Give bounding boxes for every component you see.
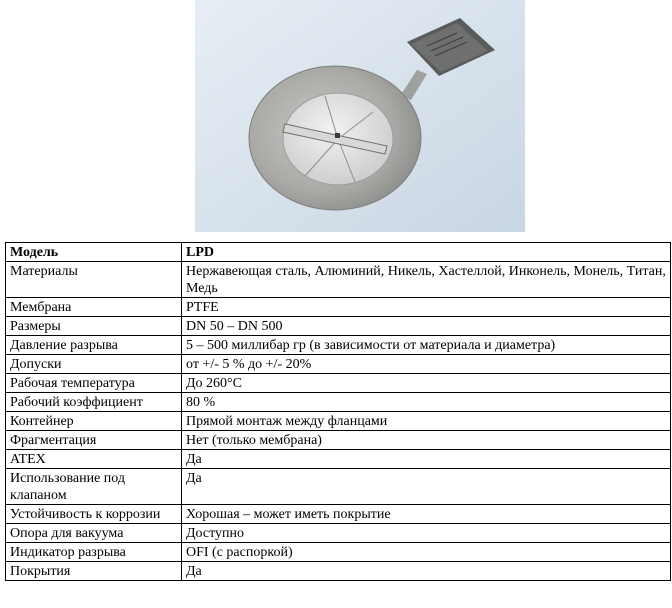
row-label: Мембрана — [6, 298, 182, 317]
row-value: Нет (только мембрана) — [182, 431, 671, 450]
header-value: LPD — [182, 243, 671, 262]
specification-table — [5, 242, 671, 581]
row-label: Рабочий коэффициент — [6, 393, 182, 412]
rupture-disc-illustration — [195, 0, 525, 232]
table-row — [6, 355, 671, 374]
row-label: Покрытия — [6, 562, 182, 581]
table-row — [6, 469, 671, 505]
row-label: Фрагментация — [6, 431, 182, 450]
row-value: Да — [182, 469, 671, 505]
row-value: 5 – 500 миллибар гр (в зависимости от материала и диаметра) — [182, 336, 671, 355]
table-row — [6, 450, 671, 469]
product-photo — [195, 0, 525, 232]
row-value: До 260°C — [182, 374, 671, 393]
row-value: 80 % — [182, 393, 671, 412]
row-value: Нержавеющая сталь, Алюминий, Никель, Хастеллой, Инконель, Монель, Титан, Медь — [182, 262, 671, 298]
table-row — [6, 431, 671, 450]
row-label: Материалы — [6, 262, 182, 298]
table-row — [6, 412, 671, 431]
table-row — [6, 262, 671, 298]
row-label: Давление разрыва — [6, 336, 182, 355]
row-value: OFI (с распоркой) — [182, 543, 671, 562]
table-header-row — [6, 243, 671, 262]
row-value: Да — [182, 450, 671, 469]
row-label: Контейнер — [6, 412, 182, 431]
row-value: Доступно — [182, 524, 671, 543]
table-row — [6, 524, 671, 543]
row-value: Прямой монтаж между фланцами — [182, 412, 671, 431]
table-row — [6, 374, 671, 393]
row-label: Размеры — [6, 317, 182, 336]
row-value: от +/- 5 % до +/- 20% — [182, 355, 671, 374]
table-row — [6, 336, 671, 355]
table-row — [6, 543, 671, 562]
table-row — [6, 298, 671, 317]
row-value: Хорошая – может иметь покрытие — [182, 505, 671, 524]
table-row — [6, 505, 671, 524]
row-label: Рабочая температура — [6, 374, 182, 393]
table-row — [6, 562, 671, 581]
table-row — [6, 393, 671, 412]
row-label: Использование под клапаном — [6, 469, 182, 505]
row-label: Устойчивость к коррозии — [6, 505, 182, 524]
header-label: Модель — [6, 243, 182, 262]
row-value: DN 50 – DN 500 — [182, 317, 671, 336]
row-label: Индикатор разрыва — [6, 543, 182, 562]
row-label: Опора для вакуума — [6, 524, 182, 543]
row-value: PTFE — [182, 298, 671, 317]
row-label: ATEX — [6, 450, 182, 469]
row-value: Да — [182, 562, 671, 581]
row-label: Допуски — [6, 355, 182, 374]
table-row — [6, 317, 671, 336]
support-center — [335, 133, 340, 138]
